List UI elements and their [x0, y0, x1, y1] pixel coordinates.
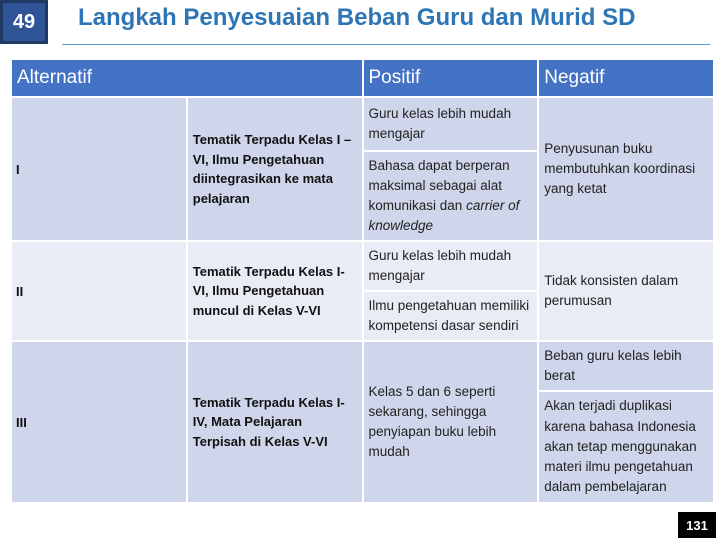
row-negatif-cell: Tidak konsisten dalam perumusan: [538, 241, 714, 341]
row-positif-cell: Guru kelas lebih mudah mengajar: [363, 97, 539, 151]
header-positif: Positif: [363, 59, 539, 97]
table-row: [11, 97, 714, 151]
row-alternatif-cell: Tematik Terpadu Kelas I-VI, Ilmu Pengetahuan muncul di Kelas V-VI: [187, 241, 363, 341]
row-positif-cell: Guru kelas lebih mudah mengajar: [363, 241, 539, 291]
comparison-table: [10, 58, 715, 504]
header-alternatif: Alternatif: [11, 59, 363, 97]
title-divider: [62, 44, 710, 45]
row-roman-numeral: III: [11, 341, 187, 503]
row-roman-numeral: I: [11, 97, 187, 241]
row-positif-cell: Kelas 5 dan 6 seperti sekarang, sehingga penyiapan buku lebih mudah: [363, 341, 539, 503]
row-negatif-cell: Penyusunan buku membutuhkan koordinasi yang ketat: [538, 97, 714, 241]
row-negatif-cell: Beban guru kelas lebih berat: [538, 341, 714, 391]
row-positif-cell: Ilmu pengetahuan memiliki kompetensi dasar sendiri: [363, 291, 539, 341]
row-alternatif-cell: Tematik Terpadu Kelas I – VI, Ilmu Pengetahuan diintegrasikan ke mata pelajaran: [187, 97, 363, 241]
row-alternatif-cell: Tematik Terpadu Kelas I-IV, Mata Pelajaran Terpisah di Kelas V-VI: [187, 341, 363, 503]
table-header-row: [11, 59, 714, 97]
table-row: [11, 241, 714, 291]
row-negatif-cell: Akan terjadi duplikasi karena bahasa Indonesia akan tetap menggunakan materi ilmu pengetahuan dalam pembelajaran: [538, 391, 714, 503]
page-title: Langkah Penyesuaian Beban Guru dan Murid SD: [78, 4, 636, 31]
positif-italic-text: carrier of knowledge: [368, 198, 520, 234]
slide-number-badge: 49: [0, 0, 48, 44]
page-number-badge: 131: [678, 512, 716, 538]
table-row: [11, 341, 714, 391]
positif-text: Bahasa dapat berperan maksimal sebagai alat komunikasi dan: [368, 157, 510, 213]
row-positif-cell: [363, 151, 539, 241]
row-roman-numeral: II: [11, 241, 187, 341]
header-negatif: Negatif: [538, 59, 714, 97]
